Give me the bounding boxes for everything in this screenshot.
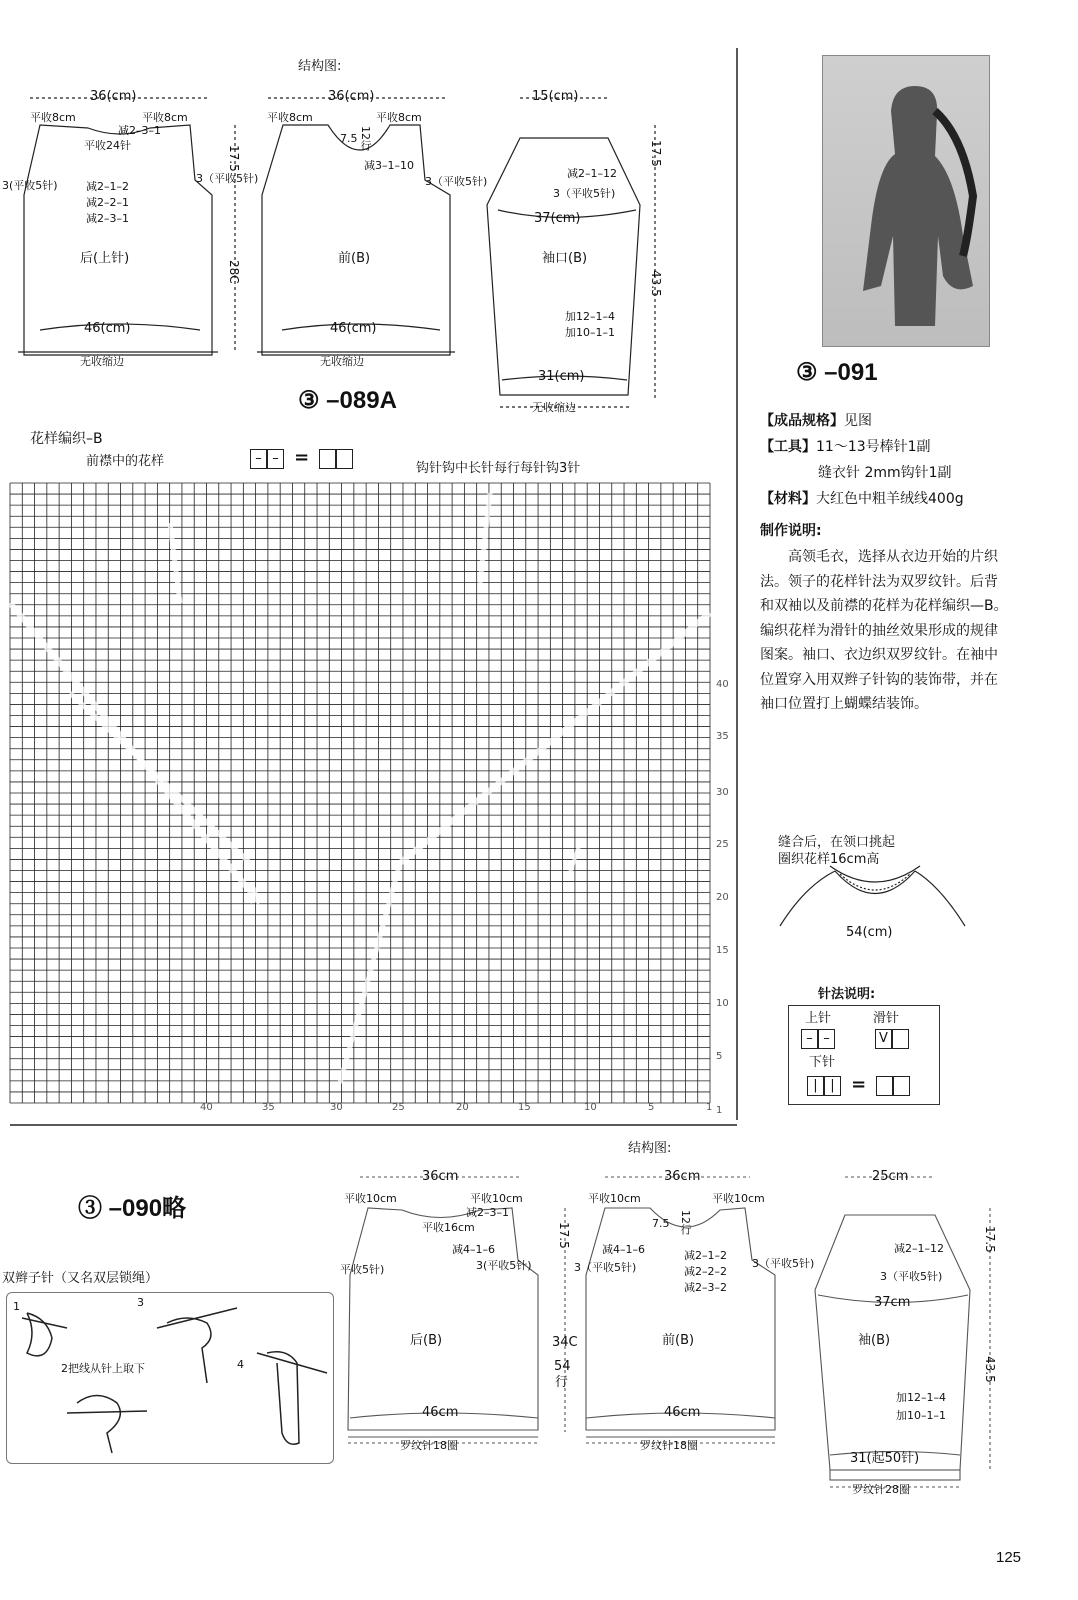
purl-symbol: – [250, 449, 267, 469]
sleeve090-inc1: 加12–1–4 [896, 1391, 946, 1404]
back-dec-b: 减2–2–1 [86, 196, 129, 209]
back-bind24: 平收24针 [84, 139, 131, 152]
collar-note-1: 缝合后，在领口挑起 [778, 835, 896, 850]
pattern-090-id: ③ –090略 [78, 1195, 187, 1222]
front-neck-depth: 7.5 [340, 132, 358, 145]
back090-bind16: 平收16cm [422, 1221, 475, 1234]
back090-h2: 34C [552, 1335, 578, 1350]
back090-label: 后(B) [410, 1333, 443, 1348]
chart-col-label: 35 [262, 1102, 275, 1113]
tool-label: 【工具】 [760, 439, 816, 455]
material-value: 大红色中粗羊绒线400g [816, 491, 964, 507]
sleeve-width-bottom: 31(cm) [538, 369, 585, 384]
spec-value: 见图 [844, 413, 872, 429]
back-height-2: 28C [227, 260, 241, 284]
front-label: 前(B) [338, 251, 371, 266]
back-width-bottom: 46(cm) [84, 321, 131, 336]
material-label: 【材料】 [760, 491, 816, 507]
pattern-089a-id: ③ –089A [298, 387, 397, 414]
back-width-top: 36(cm) [90, 89, 137, 104]
sleeve090-h2: 43.5 [983, 1356, 997, 1383]
sleeve-inc2: 加10–1–1 [565, 326, 615, 339]
chart-col-label: 40 [200, 1102, 213, 1113]
slip-symbol: V [875, 1029, 892, 1049]
sleeve090-width-bottom: 31(起50针) [850, 1451, 920, 1466]
chart-row-label: 5 [716, 1051, 723, 1062]
back-dec-a: 减2–1–2 [86, 180, 129, 193]
collar-width: 54(cm) [846, 925, 893, 940]
chart-row-label: 15 [716, 945, 729, 956]
front090-left-cast: 平收10cm [588, 1192, 641, 1205]
sleeve-hem: 无收缩边 [532, 401, 576, 414]
back-dec1: 减2–3–1 [118, 124, 161, 137]
back090-rib: 罗纹针18圈 [400, 1439, 458, 1452]
back-hem: 无收缩边 [80, 355, 124, 368]
chart-col-label: 25 [392, 1102, 405, 1113]
braid-step-4: 4 [237, 1358, 244, 1371]
front090-dec-c: 减2–3–2 [684, 1281, 727, 1294]
sleeve-inc1: 加12–1–4 [565, 310, 615, 323]
purl-symbol: – [818, 1029, 835, 1049]
chart-row-label: 30 [716, 787, 729, 798]
pattern-091-id: ③ –091 [796, 359, 878, 386]
front090-width: 36cm [664, 1169, 701, 1184]
chart-key: – – = [250, 447, 353, 469]
chart-row-label: 10 [716, 998, 729, 1009]
front-width-bottom: 46(cm) [330, 321, 377, 336]
chart-col-label: 30 [330, 1102, 343, 1113]
knit-label: 下针 [809, 1055, 836, 1070]
front090-dec-b: 减2–2–2 [684, 1265, 727, 1278]
braid-step-1: 1 [13, 1300, 20, 1313]
chart-col-label: 20 [456, 1102, 469, 1113]
knit-symbol: | [824, 1076, 841, 1096]
back-side-right: 3（平收5针) [196, 172, 259, 185]
back-left-cast: 平收8cm [30, 111, 76, 124]
front-neck-dec: 减3–1–10 [364, 159, 414, 172]
back-height-1: 17.5 [227, 145, 241, 172]
knit-cells: | | = [807, 1074, 910, 1096]
sleeve090-width-mid: 37cm [874, 1295, 911, 1310]
sleeve090-bind: 3（平收5针) [880, 1270, 943, 1283]
front-hem: 无收缩边 [320, 355, 364, 368]
front090-side-right: 3（平收5针) [752, 1257, 815, 1270]
front090-right-cast: 平收10cm [712, 1192, 765, 1205]
back090-side-left: 平收5针) [340, 1263, 385, 1276]
slip-label: 滑针 [873, 1011, 900, 1026]
back-label: 后(上针) [80, 251, 130, 266]
back-right-cast: 平收8cm [142, 111, 188, 124]
sleeve090-rib: 罗纹针28圈 [852, 1483, 910, 1496]
front-width-top: 36(cm) [328, 89, 375, 104]
tool-2: 缝衣针 2mm钩针1副 [818, 465, 952, 481]
sleeve-dec: 减2–1–12 [567, 167, 617, 180]
back-dec-c: 减2–3–1 [86, 212, 129, 225]
front090-dec-a: 减2–1–2 [684, 1249, 727, 1262]
sleeve090-inc2: 加10–1–1 [896, 1409, 946, 1422]
front-left-cast: 平收8cm [267, 111, 313, 124]
front090-width-bottom: 46cm [664, 1405, 701, 1420]
sleeve-bind: 3（平收5针) [553, 187, 616, 200]
chart-subtitle: 前襟中的花样 [86, 454, 165, 469]
sleeve-label: 袖口(B) [542, 251, 588, 266]
sleeve-width-top: 15(cm) [532, 89, 579, 104]
braid-title: 双辫子针（又名双层锁绳） [2, 1271, 159, 1286]
back090-left-cast: 平收10cm [344, 1192, 397, 1205]
chart-col-label: 1 [706, 1102, 713, 1113]
knit-symbol: | [807, 1076, 824, 1096]
chart-row-label: 25 [716, 839, 729, 850]
chart-row-label: 20 [716, 892, 729, 903]
tool-1: 11～13号棒针1副 [816, 439, 931, 455]
back090-dec1: 减2–3–1 [466, 1206, 509, 1219]
purl-symbol: – [267, 449, 284, 469]
chart-title: 花样编织–B [30, 431, 103, 447]
collar-note-2: 圈织花样16cm高 [778, 852, 880, 867]
back090-side-right: 3(平收5针) [476, 1259, 532, 1272]
sleeve-width-mid: 37(cm) [534, 211, 581, 226]
sleeve090-dec: 减2–1–12 [894, 1242, 944, 1255]
chart-col-label: 10 [584, 1102, 597, 1113]
back-side-left: 3(平收5针) [2, 179, 58, 192]
front090-label: 前(B) [662, 1333, 695, 1348]
instructions-text: 高领毛衣，选择从衣边开始的片织法。领子的花样针法为双罗纹针。后背和双袖以及前襟的花样为花样编织—B。编织花样为滑针的抽丝效果形成的规律图案。袖口、衣边织双罗纹针。在袖中位置穿入用双辫子针钩的装饰带，并在袖口位置打上蝴蝶结装饰。 [760, 549, 1008, 712]
sleeve090-h1: 17.5 [983, 1226, 997, 1253]
front-side-right: 3（平收5针) [425, 175, 488, 188]
front090-rib: 罗纹针18圈 [640, 1439, 698, 1452]
sleeve-height-2: 43.5 [649, 270, 663, 297]
hook-note: 钩针钩中长针每行每针钩3针 [416, 461, 581, 476]
chart-row-label: 1 [716, 1105, 723, 1116]
back090-rows-unit: 行 [555, 1375, 569, 1390]
chart-row-label: 40 [716, 679, 729, 690]
page-number: 125 [996, 1549, 1022, 1566]
back090-right-cast: 平收10cm [470, 1192, 523, 1205]
back090-rows: 54 [554, 1359, 571, 1374]
spec-label: 【成品规格】 [760, 413, 844, 429]
braid-step-3: 3 [137, 1296, 144, 1309]
sleeve090-label: 袖(B) [858, 1333, 891, 1348]
front090-dec4: 减4–1–6 [602, 1243, 645, 1256]
back090-width-bottom: 46cm [422, 1405, 459, 1420]
purl-symbol: – [801, 1029, 818, 1049]
sleeve090-width: 25cm [872, 1169, 909, 1184]
structure-title-top: 结构图: [298, 59, 342, 74]
chart-row-label: 35 [716, 731, 729, 742]
front090-neck-depth: 7.5 [652, 1217, 670, 1230]
purl-label: 上针 [805, 1011, 832, 1026]
front090-side-left: 3（平收5针) [574, 1261, 637, 1274]
back090-h1: 17.5 [557, 1222, 571, 1249]
chart-col-label: 5 [648, 1102, 655, 1113]
front-right-cast: 平收8cm [376, 111, 422, 124]
instructions-title: 制作说明: [760, 523, 822, 539]
back090-dec4: 减4–1–6 [452, 1243, 495, 1256]
braid-step-2: 2把线从针上取下 [61, 1362, 145, 1375]
front-rows: 12行 [359, 126, 372, 151]
stitch-legend-title: 针法说明: [818, 987, 876, 1002]
structure-title-bottom: 结构图: [628, 1141, 672, 1156]
chart-col-label: 15 [518, 1102, 531, 1113]
sleeve-height-1: 17.5 [649, 140, 663, 167]
back090-width: 36cm [422, 1169, 459, 1184]
front090-rows: 12行 [679, 1210, 692, 1235]
